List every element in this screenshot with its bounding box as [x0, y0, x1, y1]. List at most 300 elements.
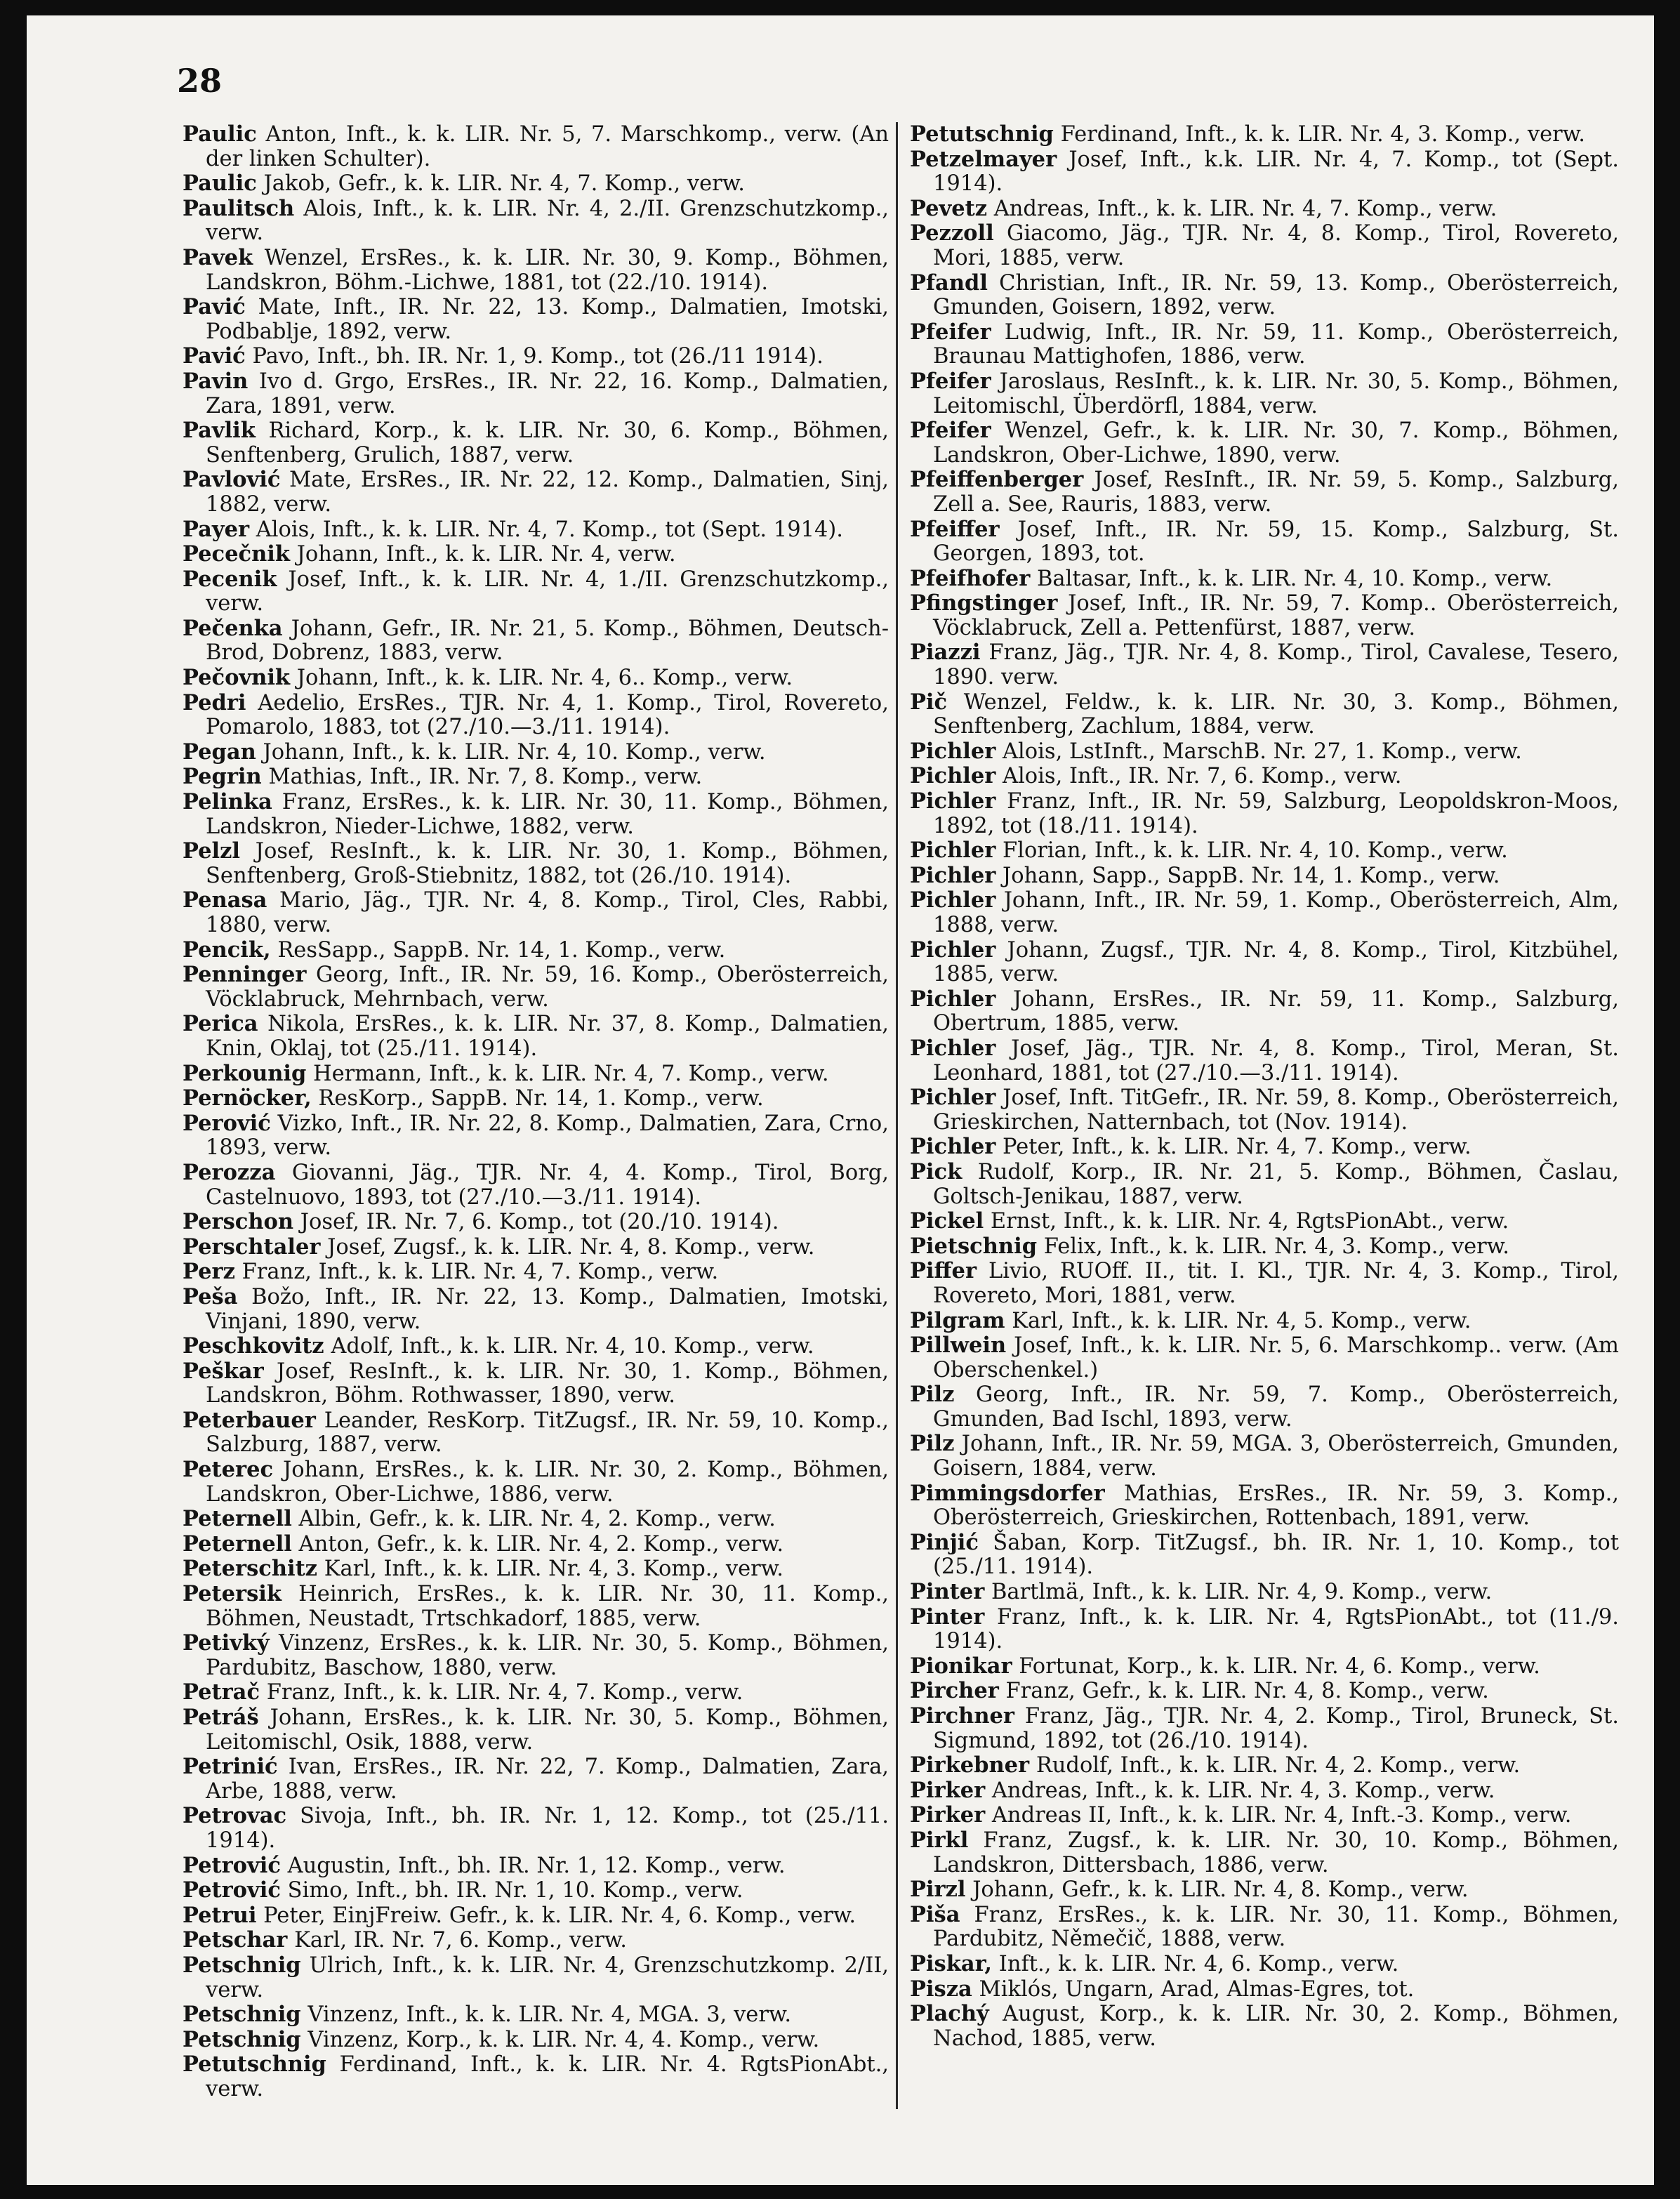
- entry-surname: Petrovac: [183, 1803, 287, 1829]
- entry-surname: Peschkovitz: [183, 1333, 324, 1359]
- entry-surname: Pimmingsdorfer: [910, 1480, 1105, 1506]
- entry-details: Božo, Inft., IR. Nr. 22, 13. Komp., Dalmatien, Imotski, Vinjani, 1890, verw.: [206, 1284, 889, 1334]
- casualty-entry: [910, 1803, 1619, 1828]
- casualty-entry: [183, 246, 889, 295]
- casualty-entry: [183, 1928, 889, 1953]
- casualty-entry: [183, 1507, 889, 1532]
- casualty-entry: [910, 418, 1619, 468]
- entry-details: Andreas, Inft., k. k. LIR. Nr. 4, 7. Komp., verw.: [993, 196, 1497, 221]
- entry-details: Karl, IR. Nr. 7, 6. Komp., verw.: [294, 1928, 627, 1953]
- entry-surname: Pichler: [910, 1134, 996, 1160]
- casualty-entry: [183, 1086, 889, 1111]
- entry-details: Josef, Zugsf., k. k. LIR. Nr. 4, 8. Komp., verw.: [327, 1234, 815, 1260]
- entry-surname: Pichler: [910, 1035, 996, 1061]
- left-column: [183, 122, 889, 2102]
- entry-details: Vinzenz, Korp., k. k. LIR. Nr. 4, 4. Komp., verw.: [307, 2027, 820, 2052]
- entry-details: Franz, ErsRes., k. k. LIR. Nr. 30, 11. Komp., Böhmen, Pardubitz, Němečič, 1888, verw.: [933, 1902, 1619, 1952]
- casualty-entry: [910, 1605, 1619, 1654]
- entry-details: Baltasar, Inft., k. k. LIR. Nr. 4, 10. Komp., verw.: [1036, 566, 1553, 591]
- casualty-entry: [183, 691, 889, 740]
- casualty-entry: [183, 1111, 889, 1161]
- entry-surname: Perkounig: [183, 1060, 307, 1086]
- entry-surname: Piša: [910, 1901, 960, 1927]
- entry-details: Johann, Gefr., k. k. LIR. Nr. 4, 8. Komp., verw.: [972, 1877, 1469, 1903]
- entry-surname: Petrač: [183, 1679, 260, 1705]
- entry-surname: Pichler: [910, 862, 996, 888]
- entry-surname: Pavin: [183, 368, 249, 394]
- entry-surname: Pavić: [183, 294, 246, 320]
- entry-surname: Paulic: [183, 121, 257, 147]
- entry-details: Georg, Inft., IR. Nr. 59, 16. Komp., Oberösterreich, Vöcklabruck, Mehrnbach, verw.: [206, 963, 889, 1012]
- entry-details: Peter, EinjFreiw. Gefr., k. k. LIR. Nr. 4, 6. Komp., verw.: [263, 1903, 856, 1928]
- entry-details: Albin, Gefr., k. k. LIR. Nr. 4, 2. Komp., verw.: [298, 1507, 776, 1532]
- entry-surname: Pietschnig: [910, 1233, 1038, 1259]
- casualty-entry: [183, 418, 889, 468]
- entry-surname: Pillwein: [910, 1333, 1007, 1359]
- casualty-entry: [183, 1062, 889, 1087]
- entry-surname: Pfeifer: [910, 368, 991, 394]
- entry-surname: Pionikar: [910, 1653, 1012, 1679]
- entry-surname: Pichler: [910, 738, 996, 764]
- entry-details: Josef, Inft., IR. Nr. 59, 7. Komp.. Oberösterreich, Vöcklabruck, Zell a. Pettenfürst, 1887, verw.: [933, 591, 1619, 640]
- entry-surname: Pavić: [183, 343, 246, 369]
- entry-surname: Petivký: [183, 1630, 270, 1656]
- entry-details: Josef, Inft. TitGefr., IR. Nr. 59, 8. Komp., Oberösterreich, Grieskirchen, Natternbach, tot (Nov. 1914).: [933, 1085, 1620, 1135]
- entry-details: Fortunat, Korp., k. k. LIR. Nr. 4, 6. Komp., verw.: [1019, 1653, 1540, 1679]
- entry-surname: Pezzoll: [910, 220, 994, 246]
- casualty-entry: [183, 1408, 889, 1458]
- entry-surname: Perozza: [183, 1159, 276, 1185]
- casualty-entry: [183, 888, 889, 937]
- casualty-entry: [910, 1209, 1619, 1234]
- entry-details: Franz, Gefr., k. k. LIR. Nr. 4, 8. Komp., verw.: [1005, 1679, 1489, 1704]
- entry-details: Nikola, ErsRes., k. k. LIR. Nr. 37, 8. Komp., Dalmatien, Knin, Oklaj, tot (25./11. 1914).: [206, 1012, 889, 1061]
- entry-details: Johann, ErsRes., IR. Nr. 59, 11. Komp., Salzburg, Obertrum, 1885, verw.: [933, 986, 1619, 1036]
- entry-details: Alois, Inft., k. k. LIR. Nr. 4, 7. Komp., tot (Sept. 1914).: [256, 517, 843, 542]
- casualty-entry: [910, 221, 1619, 270]
- entry-surname: Petrui: [183, 1902, 257, 1928]
- entry-surname: Penninger: [183, 962, 307, 988]
- casualty-entry: [183, 1532, 889, 1557]
- entry-details: Ferdinand, Inft., k. k. LIR. Nr. 4. RgtsPionAbt., verw.: [206, 2052, 889, 2101]
- casualty-entry: [910, 1679, 1619, 1704]
- casualty-entry: [910, 517, 1619, 567]
- casualty-entry: [183, 1755, 889, 1804]
- entry-details: Franz, Inft., IR. Nr. 59, Salzburg, Leopoldskron-Moos, 1892, tot (18./11. 1914).: [933, 789, 1619, 838]
- casualty-entry: [910, 640, 1619, 689]
- entry-surname: Pirzl: [910, 1877, 966, 1903]
- entry-surname: Pfandl: [910, 270, 988, 296]
- entry-surname: Pfeifer: [910, 418, 991, 444]
- casualty-entry: [183, 567, 889, 616]
- entry-details: Augustin, Inft., bh. IR. Nr. 1, 12. Komp., verw.: [287, 1853, 786, 1878]
- casualty-entry: [183, 171, 889, 197]
- entry-details: Karl, Inft., k. k. LIR. Nr. 4, 3. Komp., verw.: [324, 1557, 783, 1582]
- entry-details: Franz, Inft., k. k. LIR. Nr. 4, RgtsPionAbt., tot (11./9. 1914).: [933, 1604, 1620, 1654]
- entry-surname: Pichler: [910, 887, 996, 913]
- entry-surname: Pecečnik: [183, 541, 290, 567]
- casualty-entry: [910, 1481, 1619, 1531]
- casualty-entry: [910, 1828, 1619, 1877]
- entry-details: Heinrich, ErsRes., k. k. LIR. Nr. 30, 11. Komp., Böhmen, Neustadt, Trtschkadorf, 1885, verw.: [206, 1582, 889, 1631]
- entry-details: ResSapp., SappB. Nr. 14, 1. Komp., verw.: [277, 937, 726, 963]
- entry-details: Christian, Inft., IR. Nr. 59, 13. Komp., Oberösterreich, Gmunden, Goisern, 1892, verw.: [933, 270, 1619, 320]
- entry-surname: Paulitsch: [183, 195, 295, 221]
- casualty-entry: [910, 1704, 1619, 1753]
- entry-details: Sivoja, Inft., bh. IR. Nr. 1, 12. Komp., tot (25./11. 1914).: [206, 1804, 889, 1853]
- casualty-entry: [910, 1036, 1619, 1085]
- entry-details: Franz, ErsRes., k. k. LIR. Nr. 30, 11. Komp., Böhmen, Landskron, Nieder-Lichwe, 1882, verw.: [206, 790, 889, 839]
- casualty-entry: [910, 1135, 1619, 1160]
- casualty-entry: [910, 320, 1619, 369]
- entry-details: Jakob, Gefr., k. k. LIR. Nr. 4, 7. Komp., verw.: [263, 171, 745, 197]
- casualty-entry: [910, 1432, 1619, 1481]
- entry-surname: Pavlović: [183, 467, 281, 493]
- casualty-entry: [183, 122, 889, 171]
- entry-surname: Pečenka: [183, 615, 283, 641]
- entry-details: Mate, ErsRes., IR. Nr. 22, 12. Komp., Dalmatien, Sinj, 1882, verw.: [206, 468, 889, 517]
- entry-details: Ludwig, Inft., IR. Nr. 59, 11. Komp., Oberösterreich, Braunau Mattighofen, 1886, verw.: [933, 319, 1619, 369]
- entry-details: Johann, Inft., k. k. LIR. Nr. 4, 6.. Komp., verw.: [296, 666, 793, 691]
- entry-details: Andreas II, Inft., k. k. LIR. Nr. 4, Inft.-3. Komp., verw.: [991, 1803, 1572, 1828]
- entry-details: Rudolf, Korp., IR. Nr. 21, 5. Komp., Böhmen, Časlau, Goltsch-Jenikau, 1887, verw.: [933, 1159, 1620, 1209]
- entry-details: Felix, Inft., k. k. LIR. Nr. 4, 3. Komp., verw.: [1043, 1234, 1509, 1259]
- casualty-entry: [910, 1778, 1619, 1804]
- casualty-entry: [910, 122, 1619, 147]
- entry-details: Alois, Inft., IR. Nr. 7, 6. Komp., verw.: [1003, 764, 1402, 789]
- casualty-entry: [910, 789, 1619, 838]
- entry-details: Wenzel, Feldw., k. k. LIR. Nr. 30, 3. Komp., Böhmen, Senftenberg, Zachlum, 1884, verw.: [933, 689, 1619, 739]
- entry-surname: Pfeiffer: [910, 516, 1000, 542]
- entry-details: Franz, Jäg., TJR. Nr. 4, 2. Komp., Tirol, Bruneck, St. Sigmund, 1892, tot (26./10. 1914).: [933, 1704, 1619, 1753]
- entry-surname: Pinter: [910, 1579, 985, 1605]
- entry-details: Johann, Inft., IR. Nr. 59, MGA. 3, Oberösterreich, Gmunden, Goisern, 1884, verw.: [933, 1432, 1619, 1481]
- entry-surname: Pickel: [910, 1208, 984, 1234]
- entry-surname: Pavlik: [183, 418, 256, 444]
- entry-surname: Pirkl: [910, 1827, 969, 1853]
- entry-surname: Paulic: [183, 171, 257, 197]
- entry-details: Anton, Gefr., k. k. LIR. Nr. 4, 2. Komp., verw.: [298, 1531, 784, 1557]
- casualty-entry: [183, 1804, 889, 1853]
- entry-details: Wenzel, Gefr., k. k. LIR. Nr. 30, 7. Komp., Böhmen, Landskron, Ober-Lichwe, 1890, verw.: [933, 418, 1619, 468]
- entry-details: Josef, ResInft., k. k. LIR. Nr. 30, 1. Komp., Böhmen, Senftenberg, Groß-Stiebnitz, 1882, tot (26./10. 1914).: [206, 839, 889, 888]
- casualty-entry: [910, 888, 1619, 937]
- casualty-entry: [910, 1234, 1619, 1260]
- casualty-entry: [910, 1580, 1619, 1605]
- casualty-entry: [910, 864, 1619, 889]
- casualty-entry: [183, 2028, 889, 2053]
- entry-details: Mathias, Inft., IR. Nr. 7, 8. Komp., verw.: [268, 765, 703, 790]
- casualty-entry: [910, 567, 1619, 592]
- entry-details: ResKorp., SappB. Nr. 14, 1. Komp., verw.: [318, 1086, 764, 1111]
- entry-surname: Pencik,: [183, 937, 271, 963]
- entry-surname: Pick: [910, 1158, 963, 1184]
- entry-surname: Perica: [183, 1011, 258, 1037]
- casualty-entry: [183, 2002, 889, 2028]
- entry-surname: Petutschnig: [183, 2052, 326, 2078]
- entry-surname: Peterbauer: [183, 1407, 316, 1433]
- entry-surname: Pič: [910, 689, 948, 715]
- entry-details: Bartlmä, Inft., k. k. LIR. Nr. 4, 9. Komp., verw.: [991, 1580, 1493, 1605]
- entry-surname: Pichler: [910, 986, 996, 1012]
- entry-surname: Pichler: [910, 788, 996, 814]
- entry-surname: Perschon: [183, 1209, 294, 1235]
- entry-details: Johann, Inft., IR. Nr. 59, 1. Komp., Oberösterreich, Alm, 1888, verw.: [933, 888, 1619, 937]
- entry-surname: Pirchner: [910, 1703, 1014, 1729]
- entry-details: Vinzenz, ErsRes., k. k. LIR. Nr. 30, 5. Komp., Böhmen, Pardubitz, Baschow, 1880, verw.: [206, 1631, 889, 1680]
- casualty-entry: [910, 591, 1619, 640]
- entry-details: Mate, Inft., IR. Nr. 22, 13. Komp., Dalmatien, Imotski, Podbablje, 1892, verw.: [206, 295, 889, 344]
- entry-details: Franz, Jäg., TJR. Nr. 4, 8. Komp., Tirol, Cavalese, Tesero, 1890. verw.: [933, 640, 1619, 690]
- casualty-entry: [183, 1458, 889, 1507]
- entry-surname: Petschnig: [183, 1952, 301, 1978]
- casualty-entry: [910, 1753, 1619, 1778]
- entry-surname: Pisza: [910, 1976, 972, 2002]
- entry-surname: Pevetz: [910, 195, 988, 221]
- entry-details: Wenzel, ErsRes., k. k. LIR. Nr. 30, 9. Komp., Böhmen, Landskron, Böhm.-Lichwe, 1881, tot (22./10. 1914).: [206, 245, 889, 295]
- casualty-entry: [910, 1654, 1619, 1679]
- entry-surname: Petrinić: [183, 1754, 278, 1780]
- entry-surname: Pilgram: [910, 1307, 1005, 1333]
- entry-surname: Pichler: [910, 838, 996, 864]
- entry-surname: Pfeiffenberger: [910, 467, 1084, 493]
- casualty-entry: [183, 1012, 889, 1061]
- entry-details: Georg, Inft., IR. Nr. 59, 7. Komp., Oberösterreich, Gmunden, Bad Ischl, 1893, verw.: [933, 1382, 1619, 1432]
- casualty-entry: [910, 1160, 1619, 1209]
- casualty-entry: [910, 369, 1619, 418]
- entry-surname: Petzelmayer: [910, 146, 1057, 172]
- entry-surname: Pelinka: [183, 789, 272, 815]
- casualty-entry: [910, 271, 1619, 320]
- entry-details: Ulrich, Inft., k. k. LIR. Nr. 4, Grenzschutzkomp. 2/II, verw.: [206, 1953, 889, 2002]
- casualty-entry: [910, 468, 1619, 517]
- casualty-entry: [183, 616, 889, 666]
- casualty-entry: [183, 1161, 889, 1210]
- entry-details: Vinzenz, Inft., k. k. LIR. Nr. 4, MGA. 3, verw.: [307, 2002, 792, 2028]
- casualty-entry: [910, 938, 1619, 987]
- casualty-entry: [910, 197, 1619, 222]
- casualty-entry: [183, 1582, 889, 1631]
- entry-surname: Petrović: [183, 1852, 281, 1878]
- entry-details: Livio, RUOff. II., tit. I. Kl., TJR. Nr. 4, 3. Komp., Tirol, Rovereto, Mori, 1881, verw.: [933, 1259, 1619, 1308]
- entry-details: Ivan, ErsRes., IR. Nr. 22, 7. Komp., Dalmatien, Zara, Arbe, 1888, verw.: [206, 1755, 889, 1804]
- entry-details: Josef, Inft., k. k. LIR. Nr. 4, 1./II. Grenzschutzkomp., verw.: [206, 567, 889, 616]
- casualty-entry: [183, 1631, 889, 1680]
- casualty-entry: [910, 1531, 1619, 1580]
- entry-surname: Petráš: [183, 1705, 259, 1730]
- entry-surname: Piazzi: [910, 640, 981, 666]
- entry-details: Alois, Inft., k. k. LIR. Nr. 4, 2./II. Grenzschutzkomp., verw.: [206, 196, 889, 246]
- entry-surname: Pavek: [183, 244, 253, 270]
- casualty-entry: [183, 1359, 889, 1408]
- entry-surname: Pilz: [910, 1382, 955, 1408]
- casualty-entry: [183, 938, 889, 963]
- entry-surname: Penasa: [183, 887, 267, 913]
- casualty-entry: [910, 1333, 1619, 1382]
- entry-details: Jaroslaus, ResInft., k. k. LIR. Nr. 30, 5. Komp., Böhmen, Leitomischl, Überdörfl, 1884, verw.: [933, 369, 1619, 418]
- entry-surname: Pilz: [910, 1431, 955, 1457]
- casualty-entry: [910, 690, 1619, 739]
- entry-surname: Pfeifer: [910, 319, 991, 345]
- entry-details: Ivo d. Grgo, ErsRes., IR. Nr. 22, 16. Komp., Dalmatien, Zara, 1891, verw.: [206, 369, 889, 418]
- column-divider: [896, 122, 898, 2109]
- entry-details: Johann, ErsRes., k. k. LIR. Nr. 30, 5. Komp., Böhmen, Leitomischl, Osik, 1888, verw.: [206, 1705, 889, 1755]
- entry-details: Josef, Inft., k. k. LIR. Nr. 5, 6. Marschkomp.. verw. (Am Oberschenkel.): [933, 1333, 1619, 1382]
- entry-surname: Peternell: [183, 1506, 292, 1532]
- entry-surname: Petersik: [183, 1581, 282, 1607]
- entry-details: Franz, Inft., k. k. LIR. Nr. 4, 7. Komp., verw.: [266, 1680, 743, 1705]
- casualty-entry: [910, 1382, 1619, 1432]
- casualty-entry: [183, 765, 889, 790]
- casualty-entry: [183, 1235, 889, 1260]
- casualty-entry: [183, 790, 889, 839]
- entry-surname: Perović: [183, 1110, 271, 1136]
- entry-details: Giovanni, Jäg., TJR. Nr. 4, 4. Komp., Tirol, Borg, Castelnuovo, 1893, tot (27./10.—3./11. 1914).: [206, 1160, 889, 1210]
- entry-details: Josef, ResInft., IR. Nr. 59, 5. Komp., Salzburg, Zell a. See, Rauris, 1883, verw.: [933, 468, 1619, 517]
- casualty-entry: [183, 517, 889, 543]
- entry-details: Vizko, Inft., IR. Nr. 22, 8. Komp., Dalmatien, Zara, Crno, 1893, verw.: [206, 1111, 889, 1161]
- entry-details: Alois, LstInft., MarschB. Nr. 27, 1. Komp., verw.: [1003, 739, 1522, 764]
- entry-details: Johann, ErsRes., k. k. LIR. Nr. 30, 2. Komp., Böhmen, Landskron, Ober-Lichwe, 1886, verw.: [206, 1458, 889, 1507]
- entry-details: Richard, Korp., k. k. LIR. Nr. 30, 6. Komp., Böhmen, Senftenberg, Grulich, 1887, verw.: [206, 418, 889, 468]
- entry-surname: Pinter: [910, 1604, 985, 1630]
- casualty-entry: [910, 764, 1619, 789]
- entry-details: Simo, Inft., bh. IR. Nr. 1, 10. Komp., verw.: [287, 1878, 743, 1903]
- entry-surname: Pegrin: [183, 764, 262, 790]
- entry-surname: Petschnig: [183, 2002, 301, 2028]
- entry-surname: Pedri: [183, 689, 246, 715]
- entry-details: Josef, ResInft., k. k. LIR. Nr. 30, 1. Komp., Böhmen, Landskron, Böhm. Rothwasser, 1890, verw.: [206, 1359, 889, 1408]
- entry-surname: Pečovnik: [183, 665, 291, 691]
- casualty-entry: [183, 1334, 889, 1359]
- casualty-entry: [183, 197, 889, 246]
- entry-details: Rudolf, Inft., k. k. LIR. Nr. 4, 2. Komp., verw.: [1036, 1753, 1521, 1778]
- casualty-entry: [183, 1260, 889, 1285]
- entry-details: Hermann, Inft., k. k. LIR. Nr. 4, 7. Komp., verw.: [313, 1061, 829, 1086]
- casualty-entry: [183, 1210, 889, 1235]
- page-number: 28: [177, 62, 223, 100]
- entry-surname: Pirkebner: [910, 1752, 1030, 1778]
- entry-surname: Pirker: [910, 1802, 986, 1828]
- casualty-entry: [183, 542, 889, 567]
- casualty-entry: [183, 1854, 889, 1879]
- entry-surname: Perz: [183, 1259, 235, 1285]
- right-column: [910, 122, 1619, 2051]
- casualty-entry: [910, 987, 1619, 1036]
- entry-surname: Peterschitz: [183, 1556, 317, 1582]
- entry-details: Florian, Inft., k. k. LIR. Nr. 4, 10. Komp., verw.: [1003, 838, 1508, 864]
- entry-surname: Peškar: [183, 1358, 264, 1384]
- entry-details: Johann, Sapp., SappB. Nr. 14, 1. Komp., verw.: [1003, 863, 1500, 888]
- entry-surname: Pfeifhofer: [910, 565, 1031, 591]
- casualty-entry: [910, 147, 1619, 197]
- entry-details: Adolf, Inft., k. k. LIR. Nr. 4, 10. Komp., verw.: [331, 1334, 814, 1359]
- entry-surname: Pircher: [910, 1678, 999, 1704]
- casualty-entry: [183, 468, 889, 517]
- entry-details: Anton, Inft., k. k. LIR. Nr. 5, 7. Marschkomp., verw. (An der linken Schulter).: [206, 122, 889, 171]
- entry-surname: Petrović: [183, 1877, 281, 1903]
- entry-details: Leander, ResKorp. TitZugsf., IR. Nr. 59, 10. Komp., Salzburg, 1887, verw.: [206, 1408, 889, 1458]
- casualty-entry: [910, 2002, 1619, 2051]
- casualty-entry: [183, 1705, 889, 1755]
- casualty-entry: [183, 2052, 889, 2101]
- entry-surname: Payer: [183, 516, 250, 542]
- casualty-entry: [910, 1309, 1619, 1334]
- casualty-entry: [183, 295, 889, 344]
- casualty-entry: [183, 1680, 889, 1705]
- casualty-entry: [183, 1878, 889, 1903]
- entry-surname: Pfingstinger: [910, 590, 1058, 616]
- casualty-entry: [183, 1953, 889, 2002]
- entry-surname: Pirker: [910, 1777, 986, 1803]
- entry-details: Josef, Jäg., TJR. Nr. 4, 8. Komp., Tirol, Meran, St. Leonhard, 1881, tot (27./10.—3./11. 1914).: [933, 1036, 1619, 1085]
- casualty-entry: [183, 963, 889, 1012]
- entry-surname: Petschnig: [183, 2026, 301, 2052]
- entry-surname: Pegan: [183, 739, 256, 765]
- entry-details: Aedelio, ErsRes., TJR. Nr. 4, 1. Komp., Tirol, Rovereto, Pomarolo, 1883, tot (27./10.—3./11. 1914).: [206, 690, 889, 740]
- entry-details: Johann, Inft., k. k. LIR. Nr. 4, verw.: [296, 542, 676, 567]
- entry-details: Karl, Inft., k. k. LIR. Nr. 4, 5. Komp., verw.: [1012, 1308, 1471, 1333]
- casualty-entry: [183, 1557, 889, 1582]
- casualty-entry: [910, 1877, 1619, 1903]
- casualty-entry: [910, 739, 1619, 765]
- entry-surname: Pichler: [910, 937, 996, 963]
- entry-details: Josef, Inft., k.k. LIR. Nr. 4, 7. Komp., tot (Sept. 1914).: [933, 147, 1619, 197]
- casualty-entry: [183, 344, 889, 369]
- entry-surname: Petschar: [183, 1927, 288, 1953]
- entry-surname: Peterec: [183, 1457, 274, 1483]
- entry-surname: Pernöcker,: [183, 1085, 312, 1111]
- entry-surname: Pichler: [910, 1085, 996, 1111]
- entry-details: Andreas, Inft., k. k. LIR. Nr. 4, 3. Komp., verw.: [991, 1778, 1495, 1803]
- entry-details: Josef, IR. Nr. 7, 6. Komp., tot (20./10. 1914).: [300, 1210, 779, 1235]
- entry-details: Inft., k. k. LIR. Nr. 4, 6. Komp., verw.: [998, 1951, 1399, 1976]
- casualty-entry: [910, 1977, 1619, 2002]
- entry-surname: Pelzl: [183, 838, 241, 864]
- casualty-entry: [910, 1952, 1619, 1977]
- entry-surname: Piffer: [910, 1258, 977, 1284]
- casualty-entry: [183, 369, 889, 418]
- entry-details: Mario, Jäg., TJR. Nr. 4, 8. Komp., Tirol, Cles, Rabbi, 1880, verw.: [206, 888, 889, 937]
- entry-surname: Piskar,: [910, 1950, 993, 1976]
- entry-details: August, Korp., k. k. LIR. Nr. 30, 2. Komp., Böhmen, Nachod, 1885, verw.: [933, 2002, 1619, 2051]
- entry-surname: Pecenik: [183, 566, 277, 592]
- document-page: [27, 15, 1654, 2185]
- casualty-entry: [183, 1285, 889, 1334]
- casualty-entry: [910, 1259, 1619, 1308]
- entry-details: Šaban, Korp. TitZugsf., bh. IR. Nr. 1, 10. Komp., tot (25./11. 1914).: [933, 1530, 1619, 1580]
- entry-details: Johann, Zugsf., TJR. Nr. 4, 8. Komp., Tirol, Kitzbühel, 1885, verw.: [933, 937, 1619, 987]
- entry-surname: Pichler: [910, 763, 996, 789]
- entry-surname: Peternell: [183, 1531, 292, 1557]
- entry-details: Mathias, ErsRes., IR. Nr. 59, 3. Komp., Oberösterreich, Grieskirchen, Rottenbach, 1891, verw.: [933, 1481, 1619, 1531]
- entry-details: Peter, Inft., k. k. LIR. Nr. 4, 7. Komp., verw.: [1003, 1135, 1471, 1160]
- entry-details: Franz, Inft., k. k. LIR. Nr. 4, 7. Komp., verw.: [242, 1260, 719, 1285]
- casualty-entry: [910, 1903, 1619, 1952]
- entry-surname: Perschtaler: [183, 1234, 321, 1260]
- casualty-entry: [183, 1903, 889, 1929]
- entry-details: Miklós, Ungarn, Arad, Almas-Egres, tot.: [979, 1976, 1415, 2002]
- entry-surname: Plachý: [910, 2001, 989, 2027]
- entry-surname: Petutschnig: [910, 121, 1054, 147]
- casualty-entry: [183, 839, 889, 888]
- casualty-entry: [183, 740, 889, 765]
- entry-details: Pavo, Inft., bh. IR. Nr. 1, 9. Komp., tot (26./11 1914).: [252, 344, 824, 369]
- entry-surname: Pinjić: [910, 1529, 979, 1555]
- entry-details: Johann, Inft., k. k. LIR. Nr. 4, 10. Komp., verw.: [263, 739, 766, 765]
- entry-details: Josef, Inft., IR. Nr. 59, 15. Komp., Salzburg, St. Georgen, 1893, tot.: [933, 517, 1619, 567]
- entry-surname: Peša: [183, 1283, 238, 1309]
